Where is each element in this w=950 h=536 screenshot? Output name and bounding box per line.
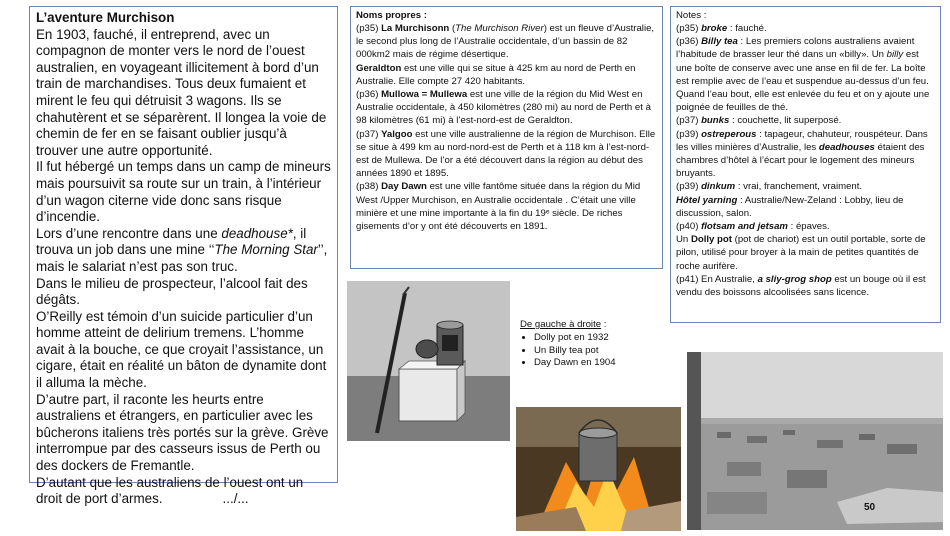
note-entry: (p41) En Australie, a sliy-grog shop est un bouge où il est vendu des boissons alcoolisées sans licence. [676,273,926,299]
proper-noun-entry: (p38) Day Dawn est une ville fantôme située dans la région du Mid West /Upper Murchison, en Australie occidentale . C’était une ville minière et une mine importante à la fin du 19ᵉ siècle. De riches gisements d’or y ont été découverts en 1891. [356,181,641,233]
story-paragraph: En 1903, fauché, il entreprend, avec un compagnon de monter vers le nord de l’ouest australien, en voyageant illicitement à bord d’un train de marchandises. Tous deux fumaient et mirent le feu qui détruisit 3 wagons. Ils se chahutèrent et se séparèrent. Il longea la voie de chemin de fer en se faisant oublier jusqu’à trouver une autre opportunité. [36,26,327,158]
story-paragraph: Lors d’une rencontre dans une deadhouse*, il trouva un job dans une mine ‘‘The Morning Star’’, mais le salariat n’est pas son truc. [36,225,328,274]
note-entry: (p37) bunks : couchette, lit superposé. [676,115,842,127]
photo-captions-list [520,332,680,369]
notes-box [670,6,941,323]
note-entry: (p40) flotsam and jetsam : épaves. [676,221,830,233]
note-entry: Hôtel yarning : Australie/New-Zeland : Lobby, lieu de discussion, salon. [676,194,904,219]
story-box [29,6,338,507]
proper-noun-entry: (p37) Yalgoo est une ville australienne de la région de Murchison. Elle se situe à 499 km au nord-nord-est de Perth et à 118 km à l’est-nord-est de Mullewa. De l’or a été découvert dans la région au début des années 1890 et 1895. [356,128,656,180]
story-paragraph: D’autant que les australiens de l’ouest ont un droit de port d’armes. .../... [36,474,304,507]
town-panorama-illustration [687,352,943,530]
proper-noun-entry: Geraldton est une ville qui se situe à 425 km au nord de Perth en Australie. Elle compte 27 420 habitants. [356,62,636,87]
proper-noun-entry: (p36) Mullowa = Mullewa est une ville de la région du Mid West en Australie occidentale, à 450 kilomètres (280 mi) au nord de Perth et à 98 kilomètres (61 mi) à l’est-nord-est de Geraldton. [356,89,651,127]
page-number: 50 [864,502,876,513]
photo-caption: • Dolly pot en 1932 [534,332,680,344]
story-paragraph: Il fut hébergé un temps dans un camp de mineurs mais poursuivit sa route sur un train, à l’intérieur d’un wagon citerne vide donc sans risque d’incendie. [36,159,331,225]
proper-noun-entry: (p35) La Murchisonn (The Murchison River) est un fleuve d’Australie, le second plus long de l’Australie occidentale, d’un bassin de 82 000km2 mais de régime désertique. [356,23,655,61]
note-entry: (p39) ostreperous : tapageur, chahuteur, rouspéteur. Dans les villes minières d’Australie, les deadhouses étaient des chambres d’hôtel à l’écart pour le logement des mineurs bruyants. [676,128,928,180]
notes-heading: Notes : [676,10,707,21]
photo-captions-heading: De gauche à droite : [520,319,607,330]
photo-caption: • Day Dawn en 1904 [534,357,680,369]
note-entry: (p36) Billy tea : Les premiers colons australiens avaient l’habitude de brasser leur thé dans un «billy». Un billy est une boîte de conserve avec une anse en fil de fer. La boîte est remplie avec de l’eau et suspendue au-dessus d’un feu. Quand l’eau bout, elle est enlevée du feu et on y ajoute une poignée de feuilles de thé. [676,36,930,114]
story-paragraph: D’autre part, il raconte les heurts entre australiens et étrangers, en particulier avec les bûcherons italiens très portés sur la grève. Grève interrompue par des casseurs issus de Perth ou des dockers de Fremantle. [36,391,329,474]
proper-nouns-box [350,6,663,269]
photo-captions [520,319,680,370]
note-entry: (p39) dinkum : vrai, franchement, vraiment. [676,181,863,193]
story-paragraph: Dans le milieu de prospecteur, l’alcool fait des dégâts. [36,275,308,308]
proper-nouns-heading: Noms propres : [356,10,427,21]
note-entry: (p35) broke : fauché. [676,23,767,34]
dolly-pot-photo [347,281,510,441]
photo-caption: • Un Billy tea pot [534,345,680,357]
dolly-pot-illustration [347,281,510,441]
story-paragraph: O’Reilly est témoin d’un suicide particulier d’un homme atteint de delirium tremens. L’homme avait à la bouche, ce que croyait l’assistance, un cigare, était en réalité un bâton de dynamite dont il alluma la mèche. [36,308,327,391]
billy-tea-photo [516,407,681,531]
campfire-illustration [516,407,681,531]
continued-marker: .../... [222,491,249,507]
note-entry: Un Dolly pot (pot de chariot) est un outil portable, sorte de pilon, utilisé pour broyer à la main de petites quantités de roche aurifère. [676,234,926,272]
day-dawn-photo [687,352,943,530]
story-title: L’aventure Murchison [36,10,175,25]
